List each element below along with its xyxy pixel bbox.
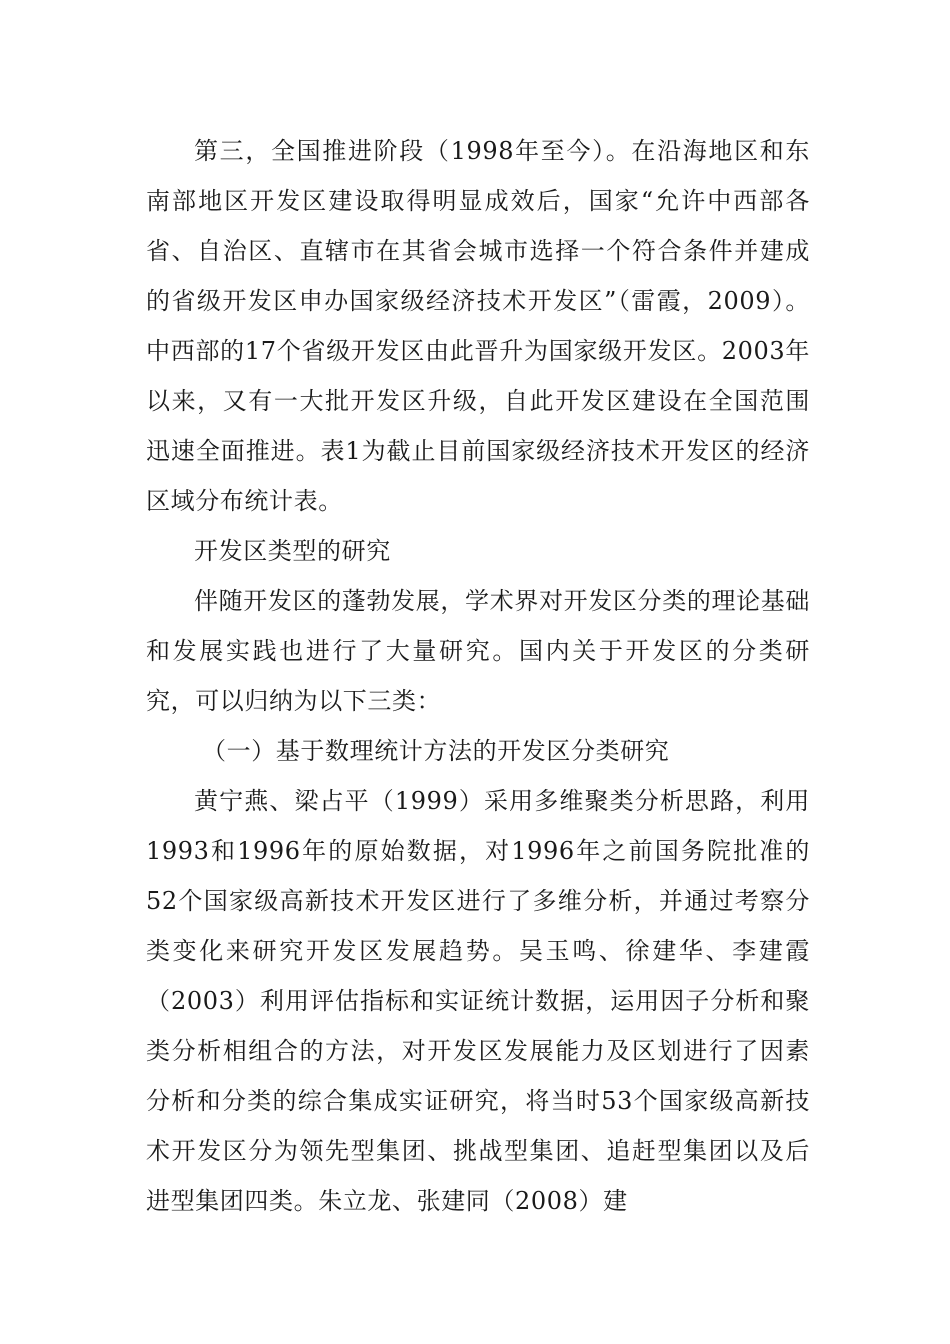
paragraph-statistical-studies: 黄宁燕、梁占平（1999）采用多维聚类分析思路，利用1993和1996年的原始数据，对1996年之前国务院批准的52个国家级高新技术开发区进行了多维分析，并通过考察分类变化来研究开发区发展趋势。吴玉鸣、徐建华、李建霞（2003）利用评估指标和实证统计数据，运用因子分析和聚类分析相组合的方法，对开发区发展能力及区划进行了因素分析和分类的综合集成实证研究，将当时53个国家级高新技术开发区分为领先型集团、挑战型集团、追赶型集团以及后进型集团四类。朱立龙、张建同（2008）建: [146, 787, 810, 1215]
subsection-heading-statistical-methods: （一）基于数理统计方法的开发区分类研究: [202, 737, 670, 765]
paragraph-stage-three: 第三，全国推进阶段（1998年至今）。在沿海地区和东南部地区开发区建设取得明显成效后，国家“允许中西部各省、自治区、直辖市在其省会城市选择一个符合条件并建成的省级开发区申办国家级经济技术开发区”（雷霞，2009）。中西部的17个省级开发区由此晋升为国家级开发区。2003年以来，又有一大批开发区升级，自此开发区建设在全国范围迅速全面推进。表1为截止目前国家级经济技术开发区的经济区域分布统计表。: [146, 137, 810, 515]
section-heading-dev-zone-types: 开发区类型的研究: [194, 537, 391, 565]
document-body: [146, 126, 810, 1226]
paragraph-classification-intro: 伴随开发区的蓬勃发展，学术界对开发区分类的理论基础和发展实践也进行了大量研究。国内关于开发区的分类研究，可以归纳为以下三类：: [146, 587, 810, 715]
